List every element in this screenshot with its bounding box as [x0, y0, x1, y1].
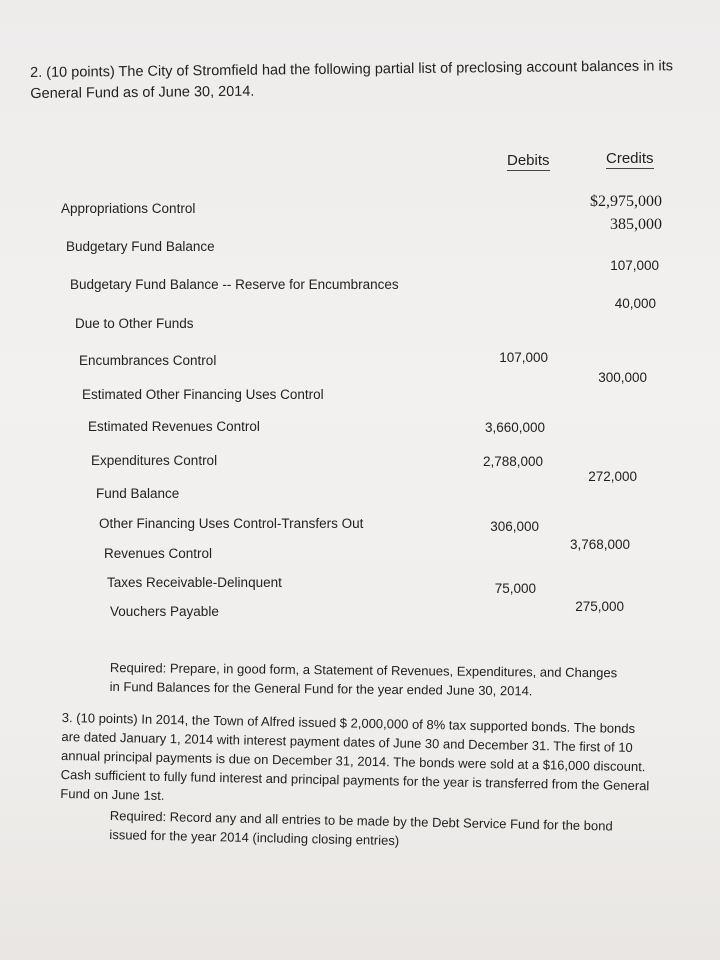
credit-amount: $2,975,000 — [590, 193, 662, 210]
credit-amount: 385,000 — [610, 216, 662, 233]
credit-amount: 40,000 — [614, 296, 656, 311]
question-3-required: Required: Record any and all entries to be made by the Debt Service Fund for the bond issued for the year 2014 (including closing entries) — [109, 807, 613, 849]
account-label-fund-balance: Fund Balance — [96, 486, 180, 501]
debits-header: Debits — [507, 152, 550, 169]
account-label-taxes-receivable-delinquent: Taxes Receivable-Delinquent — [107, 575, 282, 590]
account-label-bfb-reserve-encumbrances: Budgetary Fund Balance -- Reserve for Encumbrances — [70, 277, 399, 292]
account-label-estimated-other-financing-uses: Estimated Other Financing Uses Control — [82, 387, 324, 402]
credits-header: Credits — [606, 150, 654, 167]
account-label-appropriations-control: Appropriations Control — [61, 201, 196, 216]
account-label-revenues-control: Revenues Control — [104, 546, 213, 561]
account-label-due-to-other-funds: Due to Other Funds — [75, 316, 194, 331]
question-2-intro: 2. (10 points) The City of Stromfield had the following partial list of preclosing account balances in its General Fund as of June 30, 2014. — [30, 58, 674, 102]
debit-amount: 75,000 — [494, 581, 536, 596]
credit-amount: 275,000 — [575, 599, 624, 614]
question-2-required: Required: Prepare, in good form, a Statement of Revenues, Expenditures, and Changes in Fund Balances for the General Fund for the year ended June 30, 2014. — [109, 659, 618, 699]
account-label-budgetary-fund-balance: Budgetary Fund Balance — [66, 239, 215, 254]
credit-amount: 272,000 — [588, 469, 637, 484]
question-3-text: 3. (10 points) In 2014, the Town of Alfred issued $ 2,000,000 of 8% tax supported bonds. The bonds are dated January 1, 2014 with interest payment dates of June 30 and December 31. The first of 10 annual principal payments is due on December 31, 2014. The bonds were sold at a $16,000 discount. Cash sufficient to fully fund interest and principal payments for the year is transferred from the General Fund on June 1st. — [60, 709, 650, 803]
account-label-vouchers-payable: Vouchers Payable — [110, 604, 219, 619]
debit-amount: 107,000 — [499, 350, 548, 365]
credit-amount: 107,000 — [610, 258, 659, 273]
debit-amount: 306,000 — [490, 519, 539, 534]
credit-amount: 3,768,000 — [569, 537, 630, 552]
account-label-other-financing-uses-transfers-out: Other Financing Uses Control-Transfers Out — [99, 516, 364, 531]
credit-amount: 300,000 — [598, 370, 647, 385]
debit-amount: 2,788,000 — [482, 454, 543, 469]
account-label-estimated-revenues-control: Estimated Revenues Control — [88, 419, 260, 434]
account-label-encumbrances-control: Encumbrances Control — [79, 353, 217, 368]
account-label-expenditures-control: Expenditures Control — [91, 453, 218, 468]
debit-amount: 3,660,000 — [484, 420, 545, 435]
